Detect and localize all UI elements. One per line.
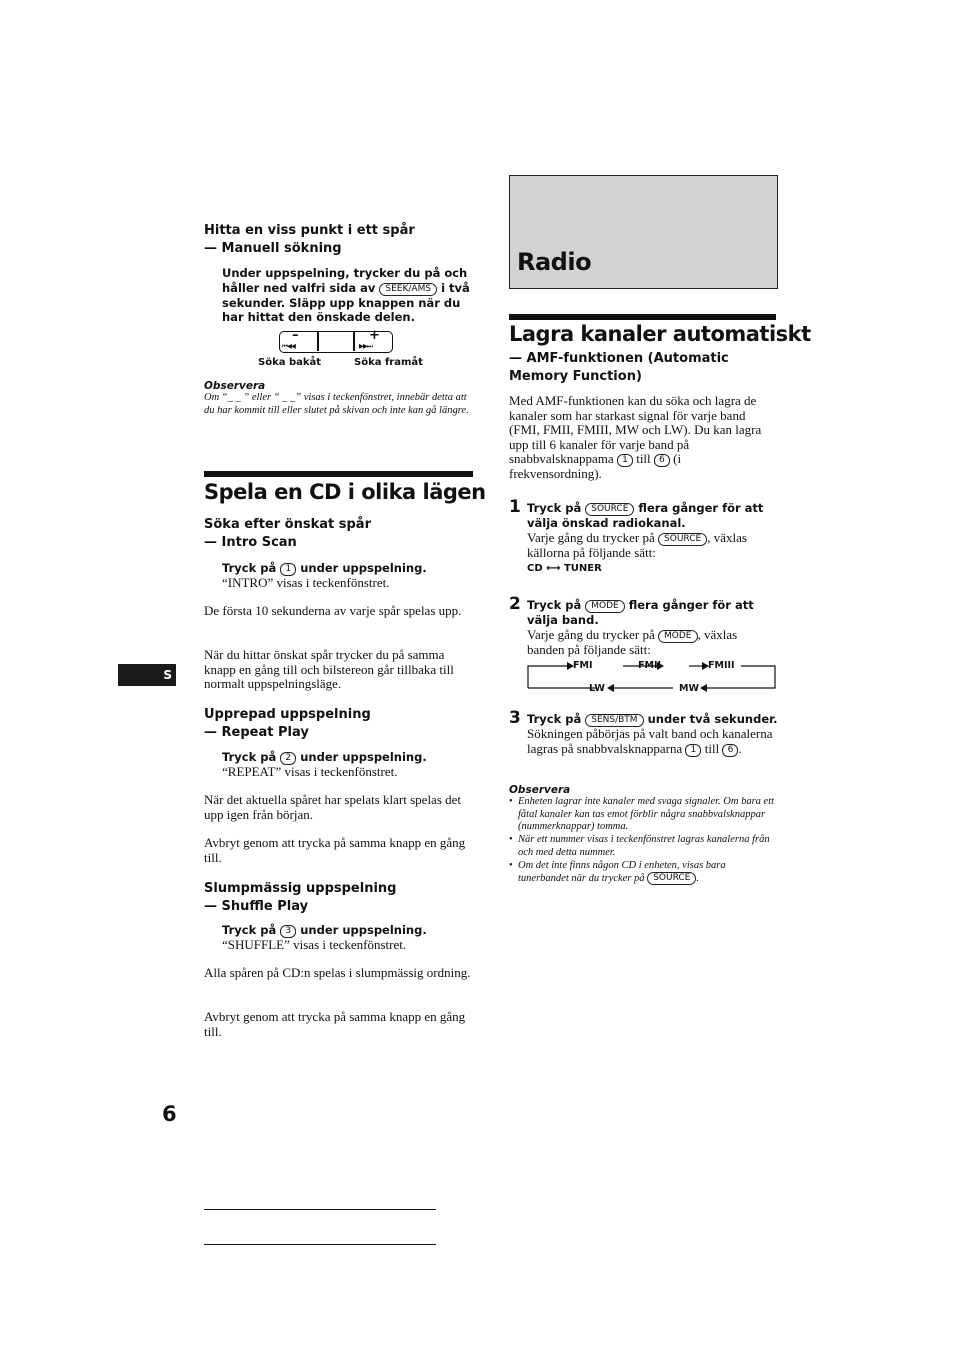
section-title-cd-modes: Spela en CD i olika lägen	[204, 480, 486, 504]
minus-sign: –	[292, 328, 299, 343]
find-point-note	[204, 380, 472, 417]
shuffle-para-1: Alla spåren på CD:n spelas i slumpmässig ordning.	[204, 965, 471, 980]
step-3-body: Sökningen påbörjas på valt band och kanalerna lagras på snabbvalsknapparna	[527, 726, 773, 756]
period: .	[738, 740, 742, 756]
footer-rule-2	[204, 1244, 436, 1245]
key-6: 6	[654, 454, 670, 467]
shuffle-instruction	[222, 923, 474, 953]
source-flow	[527, 563, 777, 574]
radio-banner	[509, 175, 778, 289]
tryck-label: Tryck på	[222, 923, 277, 937]
mode-key: MODE	[658, 630, 697, 643]
seek-button-illustration	[279, 328, 393, 353]
step-3-number: 3	[509, 708, 521, 728]
intro-para-1: De första 10 sekunderna av varje spår spelas upp.	[204, 603, 462, 618]
amf-section-rule	[509, 314, 776, 320]
key-2: 2	[280, 752, 296, 765]
step-2-body-a: Varje gång du trycker på	[527, 626, 655, 642]
note-3-text: Om det inte finns någon CD i enheten, visas bara tunerbandet när du trycker på	[518, 859, 726, 885]
amf-section-title: Lagra kanaler automatiskt	[509, 322, 811, 346]
flow-arrow-icon: ⟷	[546, 563, 561, 575]
repeat-title: Upprepad uppspelning	[204, 707, 371, 722]
amf-intro-end: (i frekvensordning).	[509, 451, 682, 482]
key-6: 6	[722, 744, 738, 757]
mode-key: MODE	[585, 600, 624, 613]
shuffle-title: Slumpmässig uppspelning	[204, 881, 397, 896]
seek-divider-left	[317, 332, 319, 351]
find-point-instruction	[222, 266, 474, 325]
tryck-label: Tryck på	[527, 712, 582, 726]
step-1	[527, 501, 777, 574]
band-flow-diagram	[527, 658, 777, 692]
sens-btm-key: SENS/BTM	[585, 714, 643, 727]
note-title: Observera	[204, 380, 266, 392]
step-2-body-b: , växlas banden på följande sätt:	[527, 626, 738, 657]
key-1: 1	[280, 563, 296, 576]
step-2-instruction: flera gånger för att välja band.	[527, 598, 754, 627]
step-1-number: 1	[509, 497, 521, 517]
plus-sign: +	[369, 328, 380, 343]
period: .	[696, 873, 699, 885]
step-3	[527, 712, 779, 757]
amf-subtitle: — AMF-funktionen (Automatic Memory Function)	[509, 351, 729, 384]
language-tab: S	[118, 664, 176, 686]
till-text: till	[704, 740, 720, 756]
band-lw: LW	[589, 683, 605, 694]
repeat-heading	[204, 706, 474, 740]
source-key: SOURCE	[585, 503, 634, 516]
find-point-title: Hitta en viss punkt i ett spår	[204, 223, 415, 238]
seek-ams-key: SEEK/AMS	[379, 283, 437, 296]
band-mw: MW	[679, 683, 699, 694]
source-key: SOURCE	[658, 533, 707, 546]
shuffle-para-2: Avbryt genom att trycka på samma knapp en gång till.	[204, 1009, 466, 1039]
repeat-para-2: Avbryt genom att trycka på samma knapp en gång till.	[204, 835, 466, 865]
intro-instruction	[222, 561, 474, 591]
band-fmi: FMI	[573, 660, 593, 671]
amf-intro	[509, 394, 777, 482]
tryck-label: Tryck på	[222, 750, 277, 764]
intro-para-2: När du hittar önskat spår trycker du på samma knapp en gång till och bilstereon går tillbaka till normalt uppspelningsläge.	[204, 647, 454, 692]
seek-forward-icon: ▶▶⏭	[359, 342, 372, 350]
key-1: 1	[617, 454, 633, 467]
flow-tuner: TUNER	[563, 563, 602, 575]
intro-display-text: “INTRO” visas i teckenfönstret.	[222, 575, 390, 590]
tryck-label: Tryck på	[527, 501, 582, 515]
tryck-label: Tryck på	[222, 561, 277, 575]
intro-subtitle: — Intro Scan	[204, 535, 297, 550]
section-rule	[204, 471, 473, 477]
step-1-body-a: Varje gång du trycker på	[527, 529, 655, 545]
find-point-subtitle: — Manuell sökning	[204, 241, 342, 256]
key-1: 1	[685, 744, 701, 757]
band-fmii: FMII	[638, 660, 662, 671]
source-key: SOURCE	[647, 872, 696, 885]
shuffle-heading	[204, 880, 474, 914]
footer-rule-1	[204, 1209, 436, 1210]
notes-title: Observera	[509, 784, 571, 796]
page-number: 6	[162, 1102, 177, 1126]
step-2-number: 2	[509, 594, 521, 614]
step-2	[527, 598, 777, 657]
intro-title: Söka efter önskat spår	[204, 517, 371, 532]
shuffle-display-text: “SHUFFLE” visas i teckenfönstret.	[222, 937, 407, 952]
seek-back-label: Söka bakåt	[258, 357, 322, 368]
key-3: 3	[280, 925, 296, 938]
radio-banner-title: Radio	[517, 248, 592, 276]
flow-cd: CD	[527, 563, 543, 575]
instr-after: under uppspelning.	[300, 750, 427, 764]
step-3-instruction: under två sekunder.	[647, 712, 778, 726]
amf-intro-text: Med AMF-funktionen kan du söka och lagra de kanaler som har starkast signal för varje band (FMI, FMII, FMIII, MW och LW). Du kan lagra upp till 6 kanaler för varje band på snabbvalsknappama	[509, 393, 762, 467]
repeat-subtitle: — Repeat Play	[204, 725, 309, 740]
seek-forward-label: Söka framåt	[354, 357, 423, 368]
till-text: till	[636, 451, 651, 467]
instr-after: under uppspelning.	[300, 923, 427, 937]
band-fmiii: FMIII	[708, 660, 735, 671]
seek-back-icon: ⏮◀◀	[282, 342, 295, 350]
instr-text-b: i två sekunder. Släpp upp knappen när du har hittat den önskade delen.	[222, 280, 470, 324]
repeat-instruction	[222, 750, 474, 780]
radio-notes	[509, 784, 777, 886]
step-1-instruction: flera gånger för att välja önskad radiokanal.	[527, 501, 764, 530]
shuffle-subtitle: — Shuffle Play	[204, 899, 309, 914]
repeat-para-1: När det aktuella spåret har spelats klart spelas det upp igen från början.	[204, 792, 462, 822]
repeat-display-text: “REPEAT” visas i teckenfönstret.	[222, 764, 398, 779]
tryck-label: Tryck på	[527, 598, 582, 612]
note-item: • Enheten lagrar inte kanaler med svaga signaler. Om bara ett fåtal kanaler kan tas emot förblir några snabbvalsknappar (nummerknappar) tomma.	[518, 796, 777, 834]
note-item: • När ett nummer visas i teckenfönstret lagras kanalerna från och med detta nummer.	[518, 834, 777, 859]
instr-after: under uppspelning.	[300, 561, 427, 575]
note-text: Om “_ _ ” eller “ _ _” visas i teckenfönstret, innebär detta att du har kommit till eller slutet på skivan och inte kan gå längre.	[204, 392, 469, 416]
find-point-section	[204, 222, 474, 256]
note-item	[518, 860, 777, 886]
intro-scan-heading	[204, 516, 474, 550]
step-1-body-b: , växlas källorna på följande sätt:	[527, 529, 747, 560]
instr-text-a: Under uppspelning, trycker du på och håller ned valfri sida av	[222, 266, 468, 295]
seek-divider-right	[353, 332, 355, 351]
